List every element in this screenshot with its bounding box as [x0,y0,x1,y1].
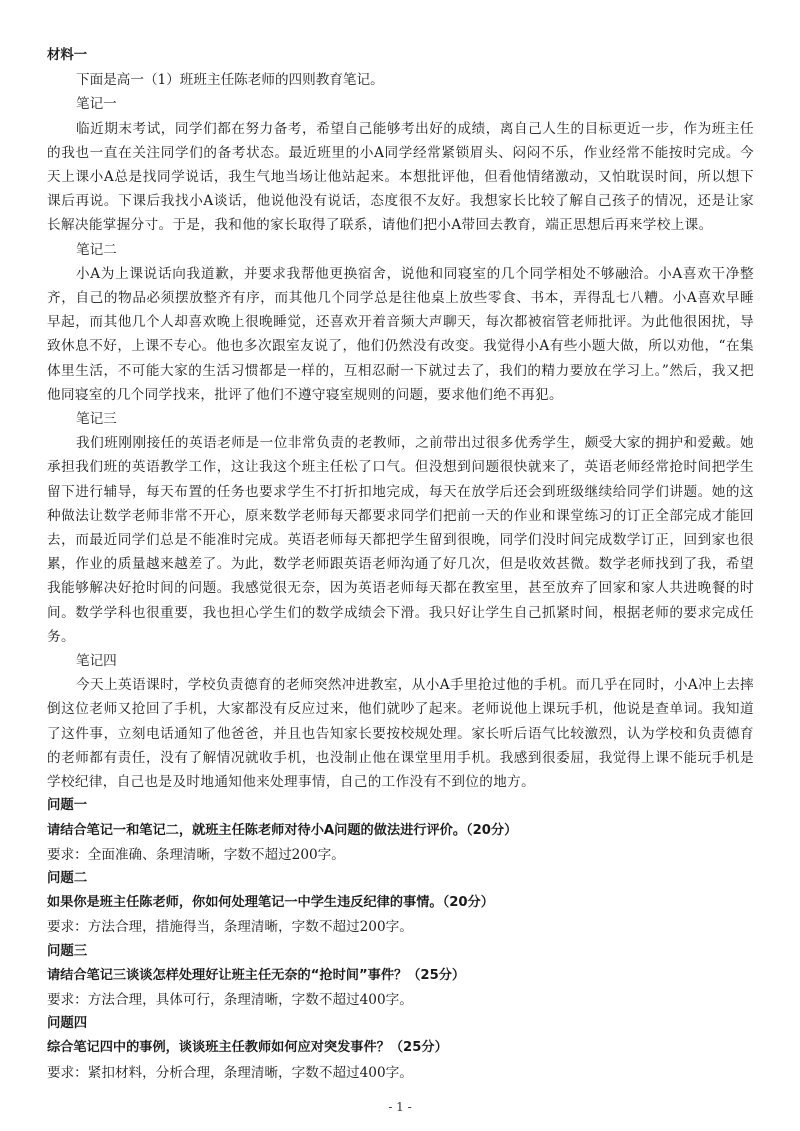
question-3-title: 问题三 [47,943,88,959]
note-3-title: 笔记三 [76,411,117,428]
note-2-text: 小A为上课说话向我道歉，并要求我帮他更换宿舍，说他和同寝室的几个同学相处不够融洽。小A喜欢干净整齐，自己的物品必须摆放整齐有序，而其他几个同学总是往他桌上放些零食、书本，弄得乱七八糟。小A喜欢早睡早起，而其他几个人却喜欢晚上很晚睡觉，还喜欢开着音频大声聊天，每次都被宿管老师批评。为此他很困扰，导致休息不好，上课不专心。他也多次跟室友说了，他们仍然没有改变。我觉得小A有些小题大做，所以劝他，“在集体里生活，不可能大家的生活习惯都是一样的，互相忍耐一下就过去了，我们的精力要放在学习上。”然后，我又把他同寝室的几个同学找来，批评了他们不遵守寝室规则的问题，要求他们绝不再犯。 [47,265,754,403]
material-title: 材料一 [47,48,88,63]
question-4-title: 问题四 [47,1016,88,1032]
note-4-title: 笔记四 [76,653,117,670]
page-number: - 1 - [388,1100,412,1114]
question-2-title: 问题二 [47,870,88,886]
question-3-prompt: 请结合笔记三谈谈怎样处理好让班主任无奈的“抢时间”事件？（25分） [47,967,466,983]
note-1-text: 临近期末考试，同学们都在努力备考，希望自己能够考出好的成绩，离自己人生的目标更近一步，作为班主任的我也一直在关注同学们的备考状态。最近班里的小A同学经常紧锁眉头、闷闷不乐，作业经常不能按时完成。今天上课小A总是找同学说话，我生气地当场让他站起来。本想批评他，但看他情绪激动，又怕耽误时间，所以想下课后再说。下课后我找小A谈话，他说他没有说话，态度很不友好。我想家长比较了解自己孩子的情况，还是让家长解决能掌握分寸。于是，我和他的家长取得了联系，请他们把小A带回去教育，端正思想后再来学校上课。 [47,120,754,234]
question-1-prompt: 请结合笔记一和笔记二，就班主任陈老师对待小A问题的做法进行评价。（20分） [47,822,518,838]
note-2-title: 笔记二 [76,241,117,258]
question-4-requirement: 要求：紧扣材料，分析合理，条理清晰，字数不超过400字。 [47,1064,413,1081]
question-3-requirement: 要求：方法合理，具体可行，条理清晰，字数不超过400字。 [47,991,413,1008]
question-1-title: 问题一 [47,798,88,814]
question-4-prompt: 综合笔记四中的事例，谈谈班主任教师如何应对突发事件？（25分） [47,1040,448,1056]
note-4-text: 今天上英语课时，学校负责德育的老师突然冲进教室，从小A手里抢过他的手机。而几乎在同时，小A冲上去摔倒这位老师又抢回了手机，大家都没有反应过来，他们就吵了起来。老师说他上课玩手机，他说是查单词。我知道了这件事，立刻电话通知了他爸爸，并且也告知家长要按校规处理。家长听后语气比较激烈，认为学校和负责德育的老师都有责任，没有了解情况就收手机，也没制止他在课堂里用手机。我感到很委屈，我觉得上课不能玩手机是学校纪律，自己也是及时地通知他来处理事情，自己的工作没有不到位的地方。 [47,677,754,791]
question-1-requirement: 要求：全面准确、条理清晰，字数不超过200字。 [47,846,345,863]
intro-text: 下面是高一（1）班班主任陈老师的四则教育笔记。 [76,72,384,89]
note-3-text: 我们班刚刚接任的英语老师是一位非常负责的老教师，之前带出过很多优秀学生，颇受大家的拥护和爱戴。她承担我们班的英语教学工作，这让我这个班主任松了口气。但没想到问题很快就来了，英语老师经常抢时间把学生留下进行辅导，每天布置的任务也要求学生不打折扣地完成，每天在放学后还会到班级继续给同学们讲题。她的这种做法让数学老师非常不开心，原来数学老师每天都要求同学们把前一天的作业和课堂练习的订正全部完成才能回去，而最近同学们总是不能准时完成。英语老师每天都把学生留到很晚，同学们没时间完成数学订正，回到家也很累，作业的质量越来越差了。为此，数学老师跟英语老师沟通了好几次，但是收效甚微。数学老师找到了我，希望我能够解决好抢时间的问题。我感觉很无奈，因为英语老师每天都在教室里，甚至放弃了回家和家人共进晚餐的时间。数学学科也很重要，我也担心学生们的数学成绩会下滑。我只好让学生自己抓紧时间，根据老师的要求完成任务。 [47,435,754,645]
note-1-title: 笔记一 [76,96,117,113]
question-2-prompt: 如果你是班主任陈老师，你如何处理笔记一中学生违反纪律的事情。（20分） [47,895,494,911]
question-2-requirement: 要求：方法合理，措施得当，条理清晰，字数不超过200字。 [47,919,413,936]
